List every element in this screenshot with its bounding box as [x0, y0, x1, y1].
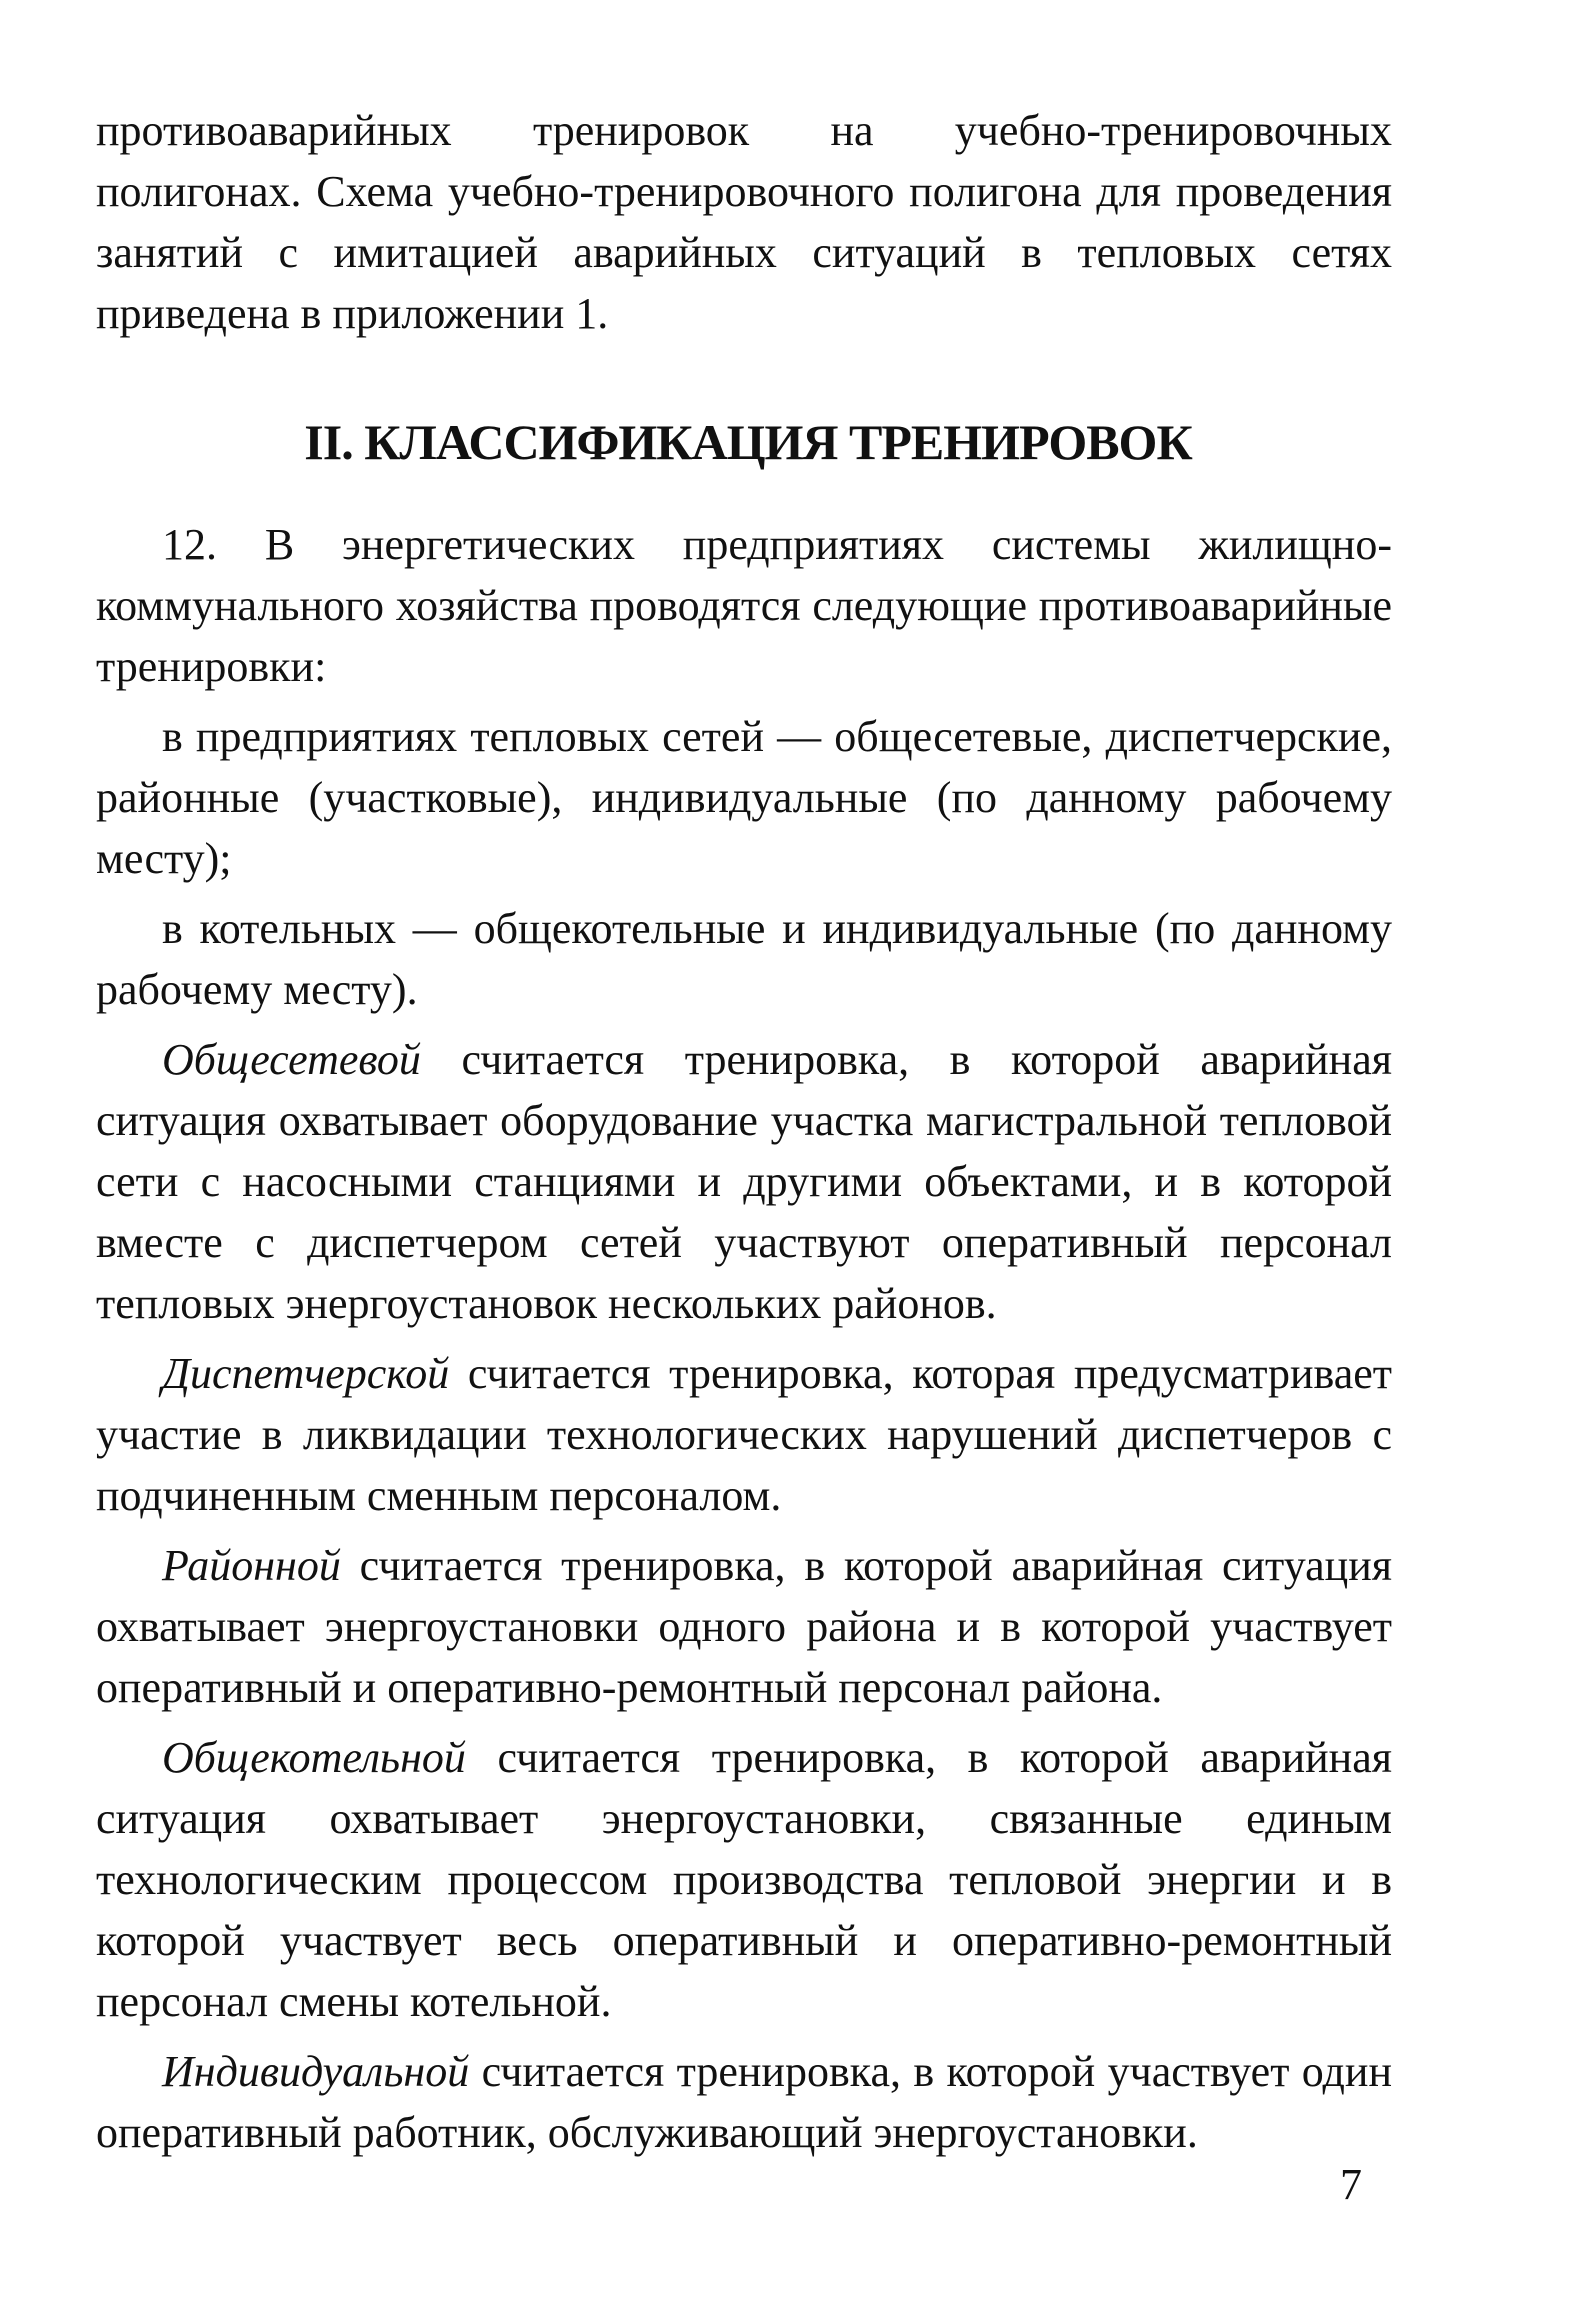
paragraph-network-training: [96, 1029, 1392, 1334]
definition-boiler: считается тренировка, в которой аварийная ситуация охватывает энергоустановки, связанные единым технологическим процессом производства тепловой энергии и в которой участвует весь оперативный и оперативно-ремонтный персонал смены котельной.: [96, 1733, 1392, 2026]
paragraph-district-training: [96, 1535, 1392, 1718]
paragraph-dispatcher-training: [96, 1343, 1392, 1526]
paragraph-12: 12. В энергетических предприятиях системы жилищно-коммунального хозяйства проводятся следующие противоаварийные тренировки:: [96, 520, 1392, 691]
definition-district: считается тренировка, в которой аварийная ситуация охватывает энергоустановки одного района и в которой участвует оперативный и оперативно-ремонтный персонал района.: [96, 1541, 1392, 1712]
page-number: 7: [1340, 2160, 1362, 2209]
term-dispatcher: Диспетчерской: [162, 1349, 450, 1398]
paragraph-boiler-training: [96, 1727, 1392, 2032]
paragraph-boilers: в котельных — общекотельные и индивидуальные (по данному рабочему месту).: [96, 904, 1392, 1014]
paragraph-individual-training: [96, 2041, 1392, 2163]
paragraph-heat-networks: в предприятиях тепловых сетей — общесетевые, диспетчерские, районные (участковые), индивидуальные (по данному рабочему месту);: [96, 712, 1392, 883]
term-network: Общесетевой: [162, 1035, 421, 1084]
intro-paragraph: противоаварийных тренировок на учебно-тренировочных полигонах. Схема учебно-тренировочного полигона для проведения занятий с имитацией аварийных ситуаций в тепловых сетях приведена в приложении 1.: [96, 106, 1392, 338]
term-district: Районной: [162, 1541, 341, 1590]
page-body: [96, 100, 1392, 2163]
term-boiler: Общекотельной: [162, 1733, 466, 1782]
definition-network: считается тренировка, в которой аварийная ситуация охватывает оборудование участка магистральной тепловой сети с насосными станциями и другими объектами, и в которой вместе с диспетчером сетей участвуют оперативный персонал тепловых энергоустановок нескольких районов.: [96, 1035, 1392, 1328]
definition-individual: считается тренировка, в которой участвует один оперативный работник, обслуживающий энергоустановки.: [96, 2047, 1392, 2157]
definition-dispatcher: считается тренировка, которая предусматривает участие в ликвидации технологических нарушений диспетчеров с подчиненным сменным персоналом.: [96, 1349, 1392, 1520]
term-individual: Индивидуальной: [162, 2047, 470, 2096]
section-heading: II. КЛАССИФИКАЦИЯ ТРЕНИРОВОК: [304, 414, 1192, 470]
